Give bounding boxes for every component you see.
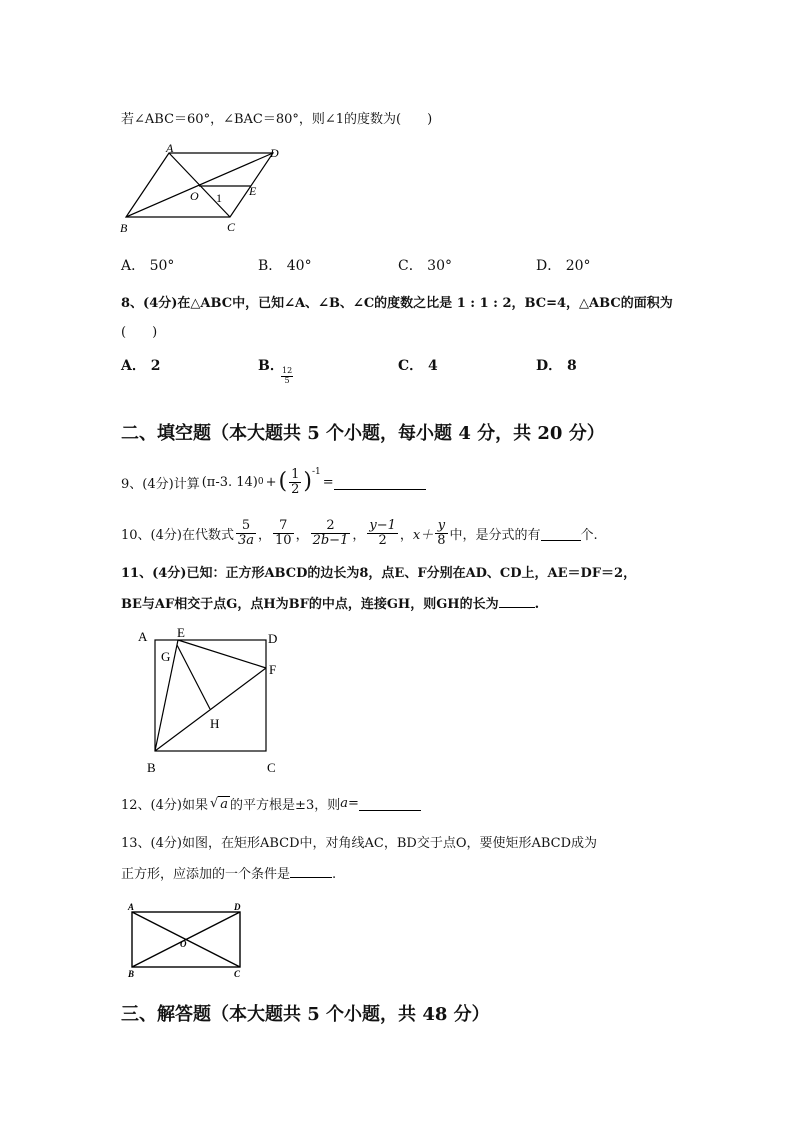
sq-label-G: G (161, 649, 171, 664)
q10-fraction-5: $\frac{y}{8}$ (437, 517, 446, 548)
q8-option-c: C． 4 (398, 358, 438, 374)
label-B: B (120, 221, 128, 235)
sq-label-A: A (138, 629, 148, 644)
parallelogram-figure (115, 140, 290, 235)
q7-option-c: C． 30° (398, 258, 452, 274)
rect-label-B: B (128, 969, 135, 979)
q8-option-d: D． 8 (536, 358, 577, 374)
sq-label-B: B (147, 760, 156, 775)
q10-fraction-1: $\frac{5}{3a}$ (237, 517, 255, 548)
rect-label-C: C (234, 969, 241, 979)
section-2-title: 二、填空题（本大题共 5 个小题，每小题 4 分，共 20 分） (121, 423, 605, 444)
q9-fraction: $\frac{1}{2}$ (291, 466, 300, 497)
sq-label-H: H (210, 716, 220, 731)
q10-fraction-4: $\frac{y-1}{2}$ (369, 517, 396, 548)
square-figure (132, 624, 287, 779)
rectangle-figure (124, 900, 249, 980)
q10-fraction-3: $\frac{2}{2b-1}$ (312, 517, 349, 548)
sq-label-F: F (269, 662, 277, 677)
q7-option-a: A． 50° (121, 258, 175, 274)
q8-stem: 8、(4分)在△ABC中，已知∠A、∠B、∠C的度数之比是 1 : 1 : 2，BC=4，△ABC的面积为 (121, 296, 673, 311)
q10: 10、(4分) 在代数式 $\frac{5}{3a}$ ， $\frac{7}{10}$ ， $\frac{2}{2b-1}$ ， $\frac{y-1}{2}$ ， x＋ $\frac{y}{8}$ 中，是分式的有 个. (121, 517, 598, 548)
sq-label-E: E (177, 625, 185, 640)
q13-line1: 13、(4分)如图，在矩形ABCD中，对角线AC，BD交于点O，要使矩形ABCD成为 (121, 836, 598, 851)
sq-label-C: C (267, 760, 276, 775)
q11-line1: 11、(4分)已知：正方形ABCD的边长为8，点E、F分别在AD、CD上，AE＝DF＝2， (121, 566, 637, 581)
q13-answer-blank (290, 863, 332, 878)
q12-answer-blank (359, 796, 421, 811)
label-E: E (249, 184, 257, 198)
q8-option-b: B． (258, 358, 284, 374)
q13-line2: 正方形，应添加的一个条件是 . (121, 863, 336, 882)
label-angle-1: 1 (216, 191, 222, 205)
q9-answer-blank (334, 475, 426, 490)
q8-paren: ( ) (121, 325, 158, 340)
q7-stem: 若∠ABC＝60°，∠BAC＝80°，则∠1的度数为( ) (121, 112, 433, 127)
label-O: O (190, 189, 199, 203)
rect-label-A: A (128, 902, 135, 912)
q11-answer-blank (499, 593, 535, 608)
q11-line2: BE与AF相交于点G，点H为BF的中点，连接GH，则GH的长为 . (121, 593, 539, 612)
rect-label-O: O (180, 939, 187, 949)
label-A: A (166, 141, 174, 155)
q12: 12、(4分) 如果 √ a 的平方根是±3，则 a = (121, 794, 421, 813)
sq-label-D: D (268, 631, 278, 646)
q8-option-a: A． 2 (121, 358, 161, 374)
q10-answer-blank (541, 526, 581, 541)
label-C: C (227, 220, 236, 234)
q8-option-b-fraction: 12 5 (282, 366, 293, 385)
rect-label-D: D (234, 902, 241, 912)
q9: 9、(4分) 计算 (π-3. 14) 0 + ( $\frac{1}{2}$ ) $^{-1}$ = (121, 462, 426, 502)
q7-option-d: D． 20° (536, 258, 591, 274)
q10-fraction-2: $\frac{7}{10}$ (275, 517, 292, 548)
label-D: D (270, 146, 279, 160)
q7-option-b: B． 40° (258, 258, 312, 274)
section-3-title: 三、解答题（本大题共 5 个小题，共 48 分） (121, 1004, 490, 1025)
